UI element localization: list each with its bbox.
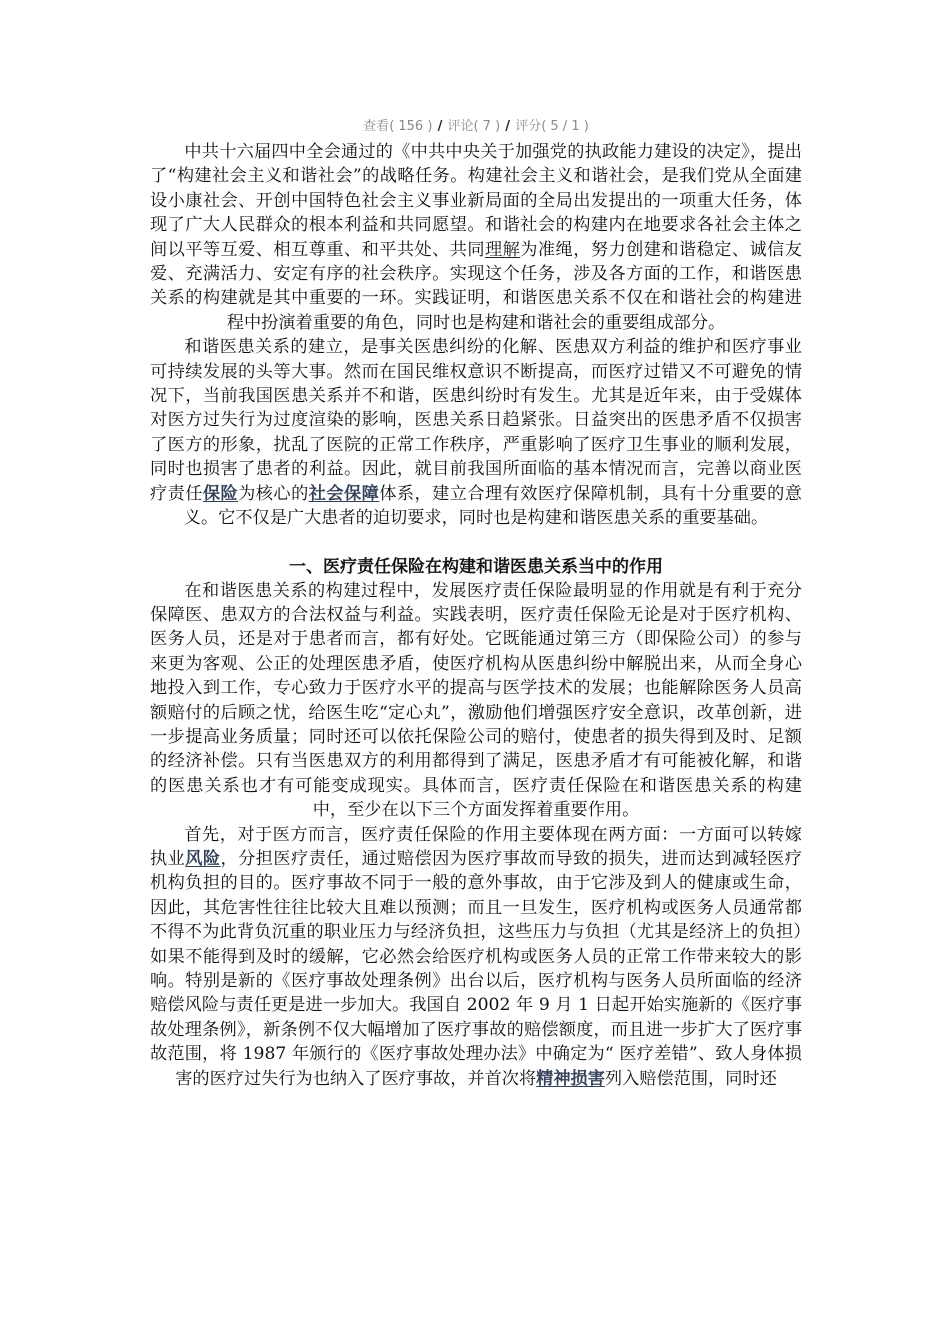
paragraph-background [150, 335, 802, 530]
paragraph-text: 列入赔偿范围，同时还 [604, 1068, 777, 1089]
paragraph-first-point [150, 823, 802, 1091]
paragraph-text: 在和谐医患关系的构建过程中，发展医疗责任保险最明显的作用就是有利于充分保障医、患双方的合法权益与利益。实践表明，医疗责任保险无论是对于医疗机构、医务人员，还是对于患者而言，都有好处。它既能通过第三方（即保险公司）的参与来更为客观、公正的处理医患矛盾，使医疗机构从医患纠纷中解脱出来，从而全身心地投入到工作，专心致力于医疗水平的提高与医学技术的发展；也能解除医务人员高额赔付的后顾之忧，给医生吃“定心丸”，激励他们增强医疗安全意识，改革创新，进一步提高业务质量；同时还可以依托保险公司的赔付，使患者的损失得到及时、足额的经济补偿。只有当医患双方的利用都得到了满足，医患矛盾才有可能被化解，和谐的医患关系也才有可能变成现实。具体而言，医疗责任保险在和谐医患关系的构建中，至少在以下三个方面发挥着重要作用。 [150, 580, 802, 821]
keyword-link-fengxian[interactable]: 风险 [185, 848, 221, 869]
keyword-link-baoxian[interactable]: 保险 [202, 483, 239, 504]
paragraph-text: 体系，建立合理有效医疗保障机制，具有十分重要的意义。它不仅是广大患者的迫切要求，同时也是构建和谐医患关系的重要基础。 [183, 483, 802, 529]
keyword-link-lijie[interactable]: 理解 [485, 239, 521, 260]
rating-value: ( 5 / 1 ) [541, 119, 589, 134]
paragraph-intro [150, 140, 802, 335]
stats-separator: / [437, 119, 443, 134]
comment-label[interactable]: 评论 [447, 119, 474, 134]
paragraph-text: ，分担医疗责任，通过赔偿因为医疗事故而导致的损失，进而达到减轻医疗机构负担的目的。医疗事故不同于一般的意外事故，由于它涉及到人的健康或生命，因此，其危害性往往比较大且难以预测；而且一旦发生，医疗机构或医务人员通常都不得不为此背负沉重的职业压力与经济负担，这些压力与负担（尤其是经济上的负担）如果不能得到及时的缓解，它必然会给医疗机构或医务人员的正常工作带来较大的影响。特别是新的《医疗事故处理条例》出台以后，医疗机构与医务人员所面临的经济赔偿风险与责任更是进一步加大。我国自 2002 年 9 月 1 日起开始实施新的《医疗事故处理条例》，新条例不仅大幅增加了医疗事故的赔偿额度，而且进一步扩大了医疗事故范围，将 1987 年颁行的《医疗事故处理办法》中确定为“ 医疗差错”、致人身体损害的医疗过失行为也纳入了医疗事故，并首次将 [150, 848, 802, 1089]
paragraph-text: 首先，对于医方而言，医疗责任保险的作用主要体现在两方面：一方面可以转嫁执业 [150, 824, 802, 869]
paragraph-text: 中共十六届四中全会通过的《中共中央关于加强党的执政能力建设的决定》，提出了“构建社会主义和谐社会”的战略任务。构建社会主义和谐社会，是我们党从全面建设小康社会、开创中国特色社会主义事业新局面的全局出发提出的一项重大任务，体现了广大人民群众的根本利益和共同愿望。和谐社会的构建内在地要求各社会主体之间以平等互爱、相互尊重、和平共处、共同 [150, 142, 802, 260]
article-stats-bar [150, 116, 802, 138]
view-count: ( 156 ) [389, 119, 433, 134]
rating-label[interactable]: 评分 [515, 119, 542, 134]
view-label: 查看 [363, 119, 390, 134]
paragraph-text: 为核心的 [238, 483, 309, 504]
keyword-link-jingshen-sunhai[interactable]: 精神损害 [536, 1068, 605, 1089]
paragraph-text: 和谐医患关系的建立，是事关医患纠纷的化解、医患双方利益的维护和医疗事业可持续发展的头等大事。然而在国民维权意识不断提高，而医疗过错又不可避免的情况下，当前我国医患关系并不和谐，医患纠纷时有发生。尤其是近年来，由于受媒体对医方过失行为过度渲染的影响，医患关系日趋紧张。日益突出的医患矛盾不仅损害了医方的形象，扰乱了医院的正常工作秩序，严重影响了医疗卫生事业的顺利发展，同时也损害了患者的利益。因此，就目前我国所面临的基本情况而言，完善以商业医疗责任 [150, 337, 802, 504]
stats-separator: / [505, 119, 511, 134]
section-heading: 一、医疗责任保险在构建和谐医患关系当中的作用 [289, 556, 663, 577]
document-page [150, 116, 802, 1091]
comment-count: ( 7 ) [473, 119, 501, 134]
keyword-link-shehui-baozhang[interactable]: 社会保障 [308, 483, 380, 504]
paragraph-text: 为准绳，努力创建和谐稳定、诚信友爱、充满活力、安定有序的社会秩序。实现这个任务，涉及各方面的工作，和谐医患关系的构建就是其中重要的一环。实践证明，和谐医患关系不仅在和谐社会的构建进程中扮演着重要的角色，同时也是构建和谐社会的重要组成部分。 [150, 239, 802, 333]
paragraph-role [150, 579, 802, 823]
